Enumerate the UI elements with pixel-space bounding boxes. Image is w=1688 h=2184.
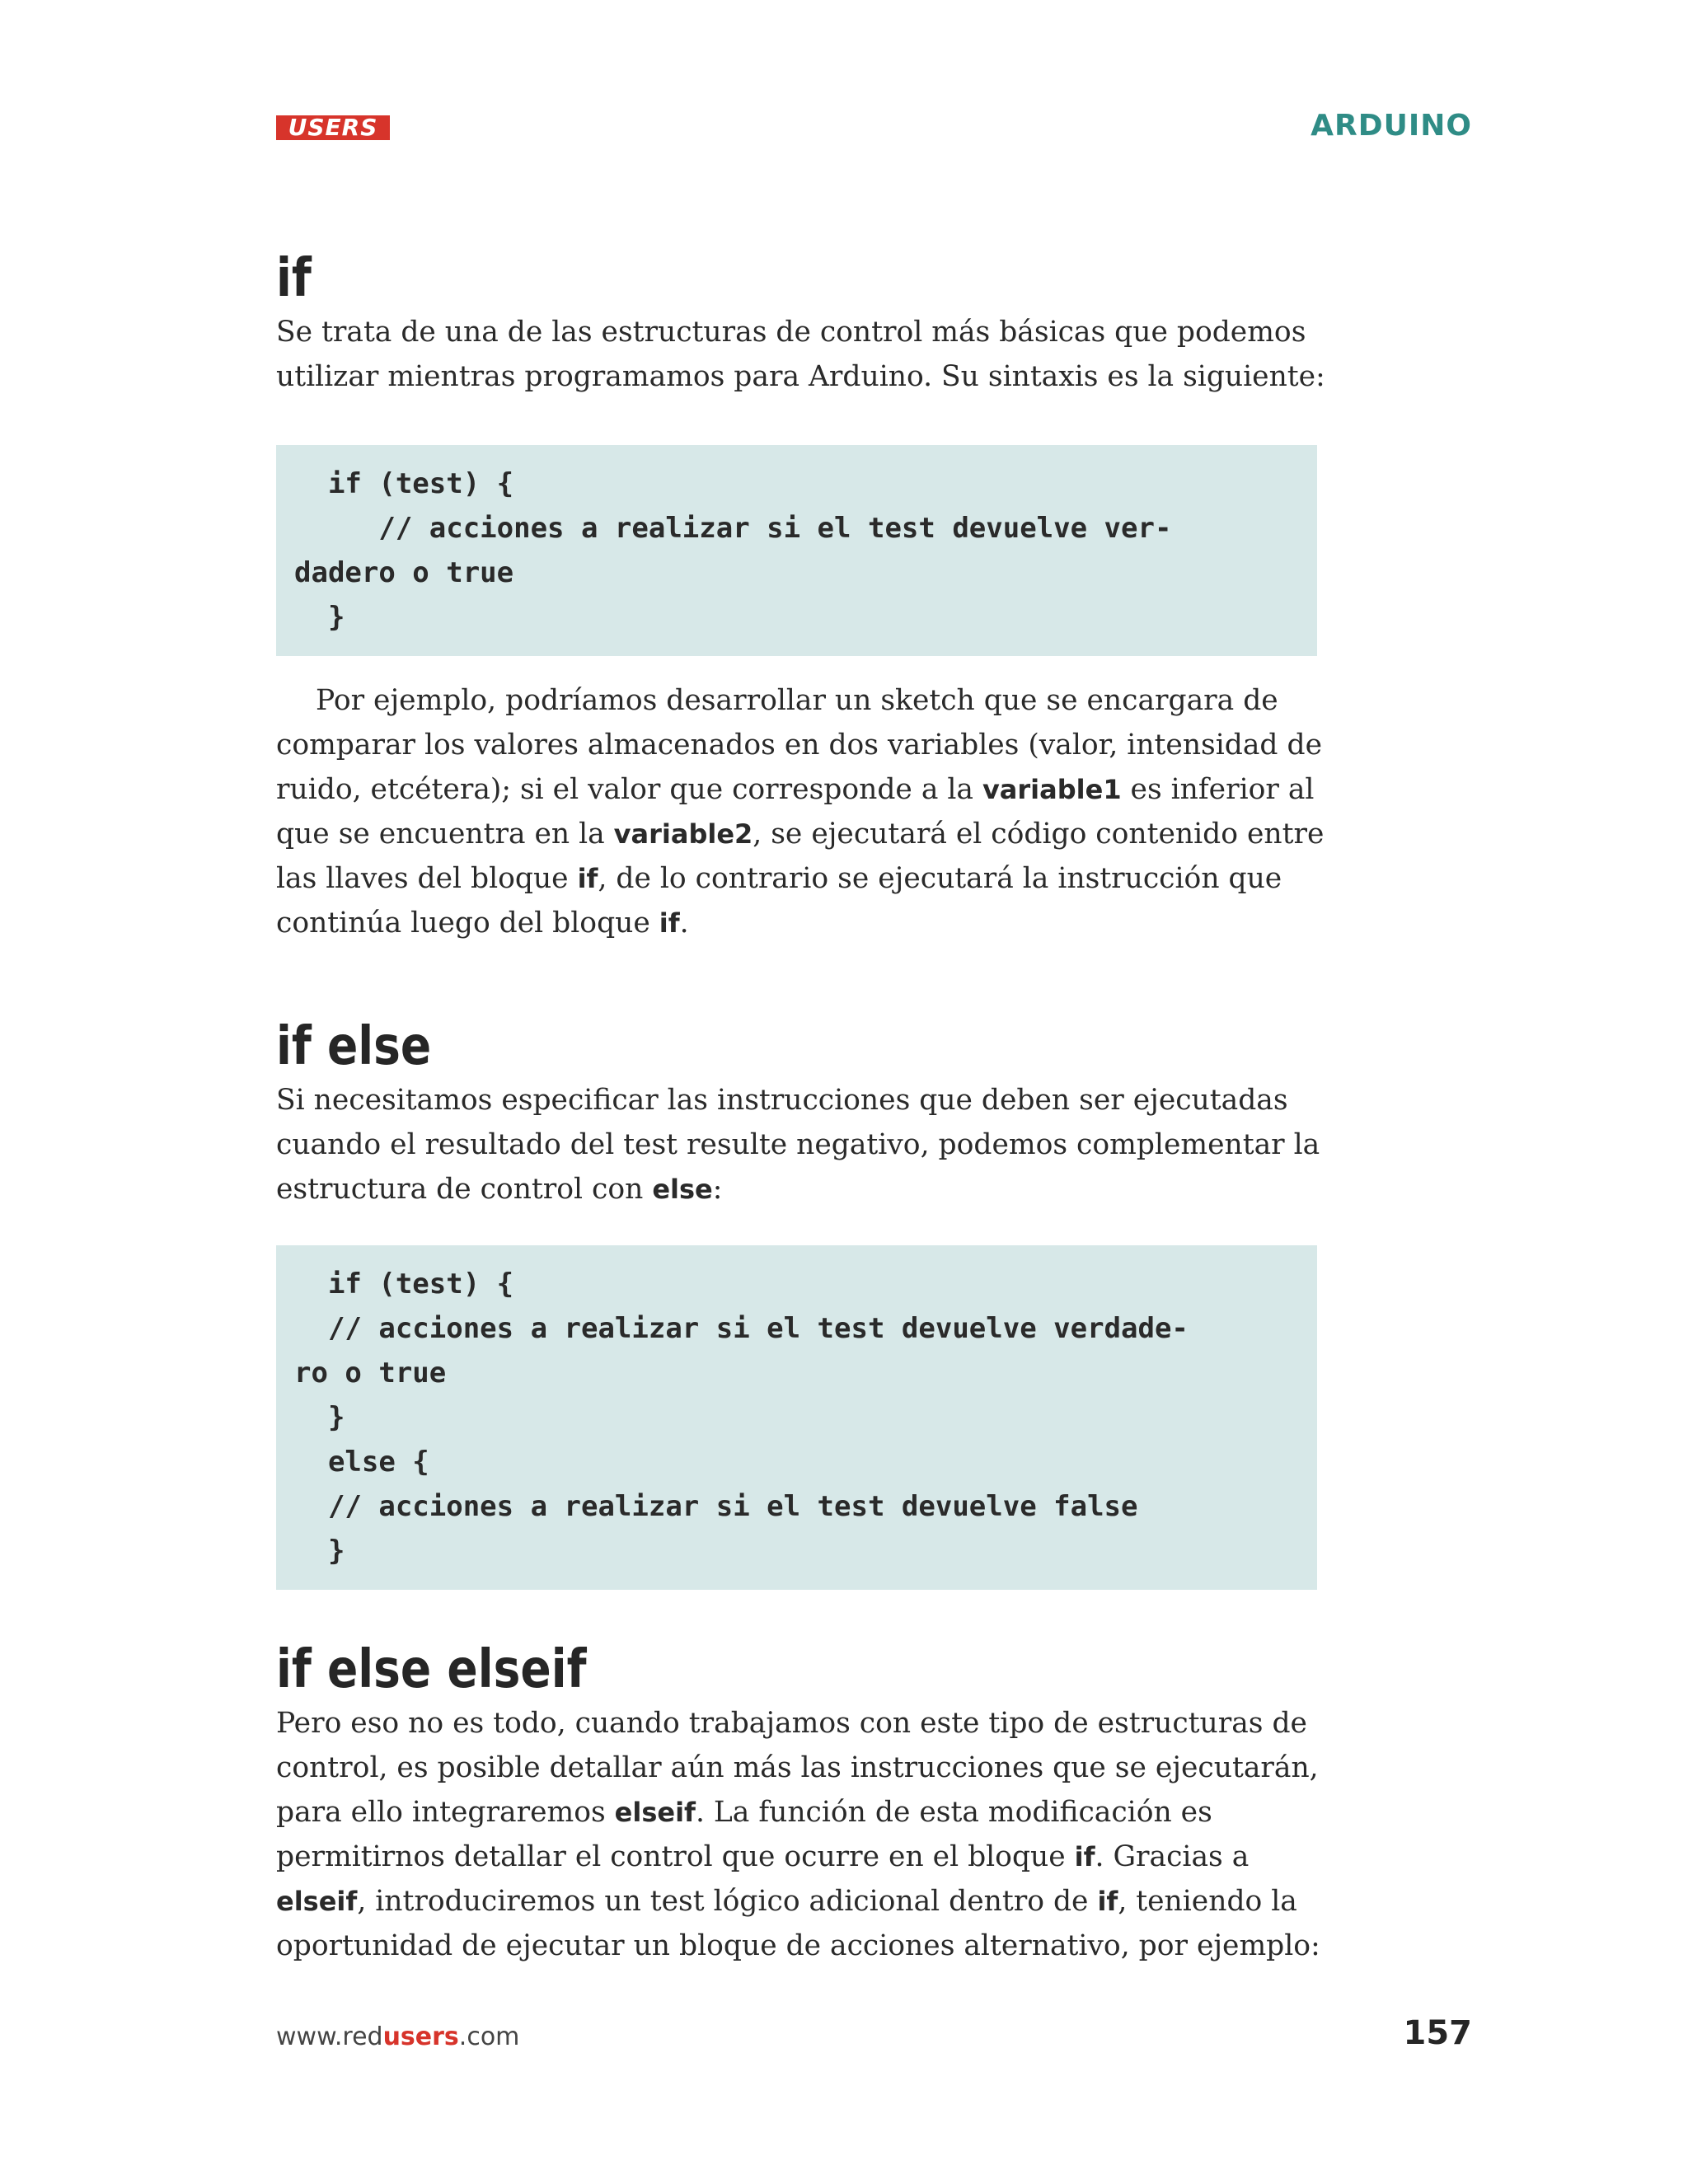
section-if — [276, 247, 1339, 399]
heading-if-else: if else — [276, 1016, 432, 1077]
code-line: else { — [294, 1446, 429, 1479]
code-line: if (test) { — [294, 467, 514, 500]
paragraph-elseif: Pero eso no es todo, cuando trabajamos con este tipo de estructuras de control, es posible detallar aún más las instrucciones que se ejecutarán, para ello integraremos elseif. La función de esta modificación es permitirnos detallar el control que ocurre en el bloque if. Gracias a elseif, introduciremos un test lógico adicional dentro de if, teniendo la oportunidad de ejecutar un bloque de acciones alternativo, por ejemplo: — [276, 1707, 1320, 1962]
code-line: // acciones a realizar si el test devuelve false — [294, 1490, 1138, 1523]
heading-if-else-elseif: if else elseif — [276, 1639, 587, 1700]
book-title: ARDUINO — [1311, 109, 1472, 143]
code-line: // acciones a realizar si el test devuelve ver- — [294, 512, 1172, 545]
footer-url: www.redusers.com — [276, 2022, 520, 2051]
code-line: dadero o true — [294, 556, 514, 589]
page-number: 157 — [1403, 2014, 1472, 2052]
section-if-else — [276, 1015, 1339, 1212]
code-line: ro o true — [294, 1357, 447, 1390]
code-line: } — [294, 1401, 345, 1434]
section-if-example — [276, 678, 1339, 945]
section-if-else-elseif — [276, 1638, 1339, 1968]
paragraph-if-intro: Se trata de una de las estructuras de control más básicas que podemos utilizar mientras programamos para Arduino. Su sintaxis es la siguiente: — [276, 316, 1325, 393]
code-line: } — [294, 601, 345, 634]
users-logo: USERS — [276, 115, 390, 140]
heading-if: if — [276, 248, 312, 309]
code-line: // acciones a realizar si el test devuelve verdade- — [294, 1312, 1189, 1345]
paragraph-if-example: Por ejemplo, podríamos desarrollar un sketch que se encargara de comparar los valores almacenados en dos variables (valor, intensidad de ruido, etcétera); si el valor que corresponde a la variable1 es inferior al que se encuentra en la variable2, se ejecutará el código contenido entre las llaves del bloque if, de lo contrario se ejecutará la instrucción que continúa luego del bloque if. — [276, 684, 1325, 940]
code-block-if-else — [276, 1245, 1317, 1590]
code-block-if — [276, 445, 1317, 656]
code-line: if (test) { — [294, 1268, 514, 1301]
code-line: } — [294, 1535, 345, 1568]
paragraph-if-else: Si necesitamos especificar las instrucciones que deben ser ejecutadas cuando el resultado del test resulte negativo, podemos complementar la estructura de control con else: — [276, 1084, 1320, 1206]
